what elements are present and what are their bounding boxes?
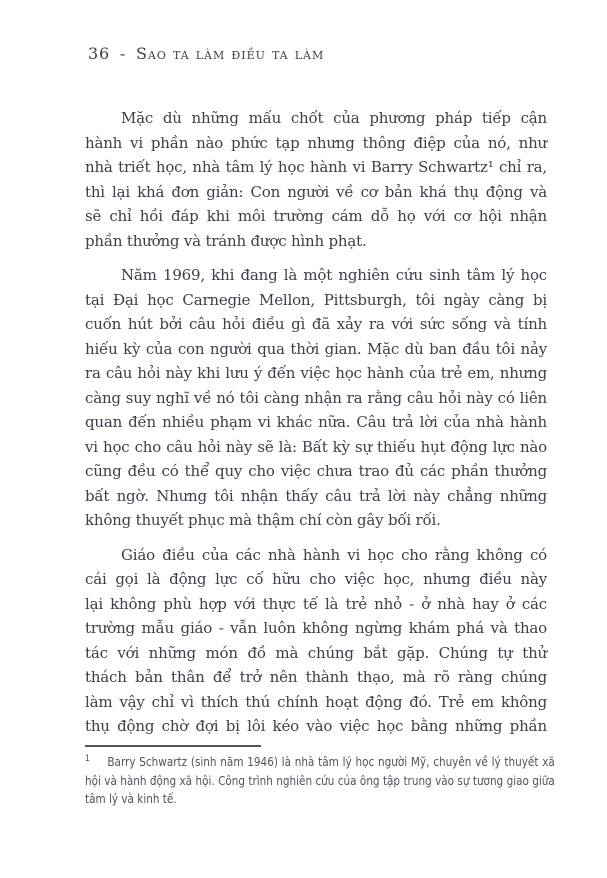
text-line: sẽ chỉ hồi đáp khi môi trường cám dỗ họ với cơ hội nhận <box>85 207 547 225</box>
footnote-marker: 1 <box>85 754 90 764</box>
text-line: cũng đều có thể quy cho việc chưa trao đủ các phần thưởng <box>85 462 547 480</box>
text-line: ra câu hỏi này khi lưu ý đến việc học hành của trẻ em, nhưng <box>85 364 547 382</box>
paragraph-2 <box>85 263 547 533</box>
text-line: cuốn hút bởi câu hỏi điều gì đã xảy ra với sức sống và tính <box>85 315 547 333</box>
header-separator: - <box>119 44 127 63</box>
running-header <box>88 44 324 63</box>
text-line: tác với những món đồ mà chúng bắt gặp. Chúng tự thử <box>85 643 547 662</box>
page-body <box>85 106 547 739</box>
text-line: vi học cho câu hỏi này sẽ là: Bất kỳ sự thiếu hụt động lực nào <box>85 437 547 456</box>
text-line: không thuyết phục mà thậm chí còn gây bối rối. <box>85 511 441 529</box>
page-number: 36 <box>88 44 110 63</box>
footnote-separator-rule <box>85 745 261 747</box>
text-line: nhà triết học, nhà tâm lý học hành vi Barry Schwartz¹ chỉ ra, <box>85 158 547 176</box>
text-line: quan đến nhiều phạm vi khác nữa. Câu trả lời của nhà hành <box>85 413 547 431</box>
text-line: cái gọi là động lực cố hữu cho việc học, nhưng điều này <box>85 570 547 588</box>
text-line: Năm 1969, khi đang là một nghiên cứu sinh tâm lý học <box>121 266 547 284</box>
text-line: tại Đại học Carnegie Mellon, Pittsburgh, tôi ngày càng bị <box>85 290 547 309</box>
footnote-area <box>85 745 565 809</box>
text-line: bất ngờ. Nhưng tôi nhận thấy câu trả lời này chẳng những <box>85 486 547 505</box>
text-line: càng suy nghĩ về nó tôi càng nhận ra rằng câu hỏi này có liên <box>85 388 547 407</box>
text-line: làm vậy chỉ vì thích thú chính hoạt động đó. Trẻ em không <box>85 692 547 711</box>
text-line: hiếu kỳ của con người qua thời gian. Mặc dù ban đầu tôi nảy <box>85 339 547 358</box>
footnote-text <box>85 753 555 809</box>
paragraph-3 <box>85 543 547 739</box>
footnote-body: Barry Schwartz (sinh năm 1946) là nhà tâm lý học người Mỹ, chuyên về lý thuyết xã hội và hành động xã hội. Công trình nghiên cứu của ông tập trung vào sự tương giao giữa tâm lý và kinh tế. <box>85 755 555 806</box>
text-line: trường mẫu giáo - vẫn luôn không ngừng khám phá và thao <box>85 619 547 637</box>
paragraph-1 <box>85 106 547 253</box>
text-line: hành vi phần nào phức tạp nhưng thông điệp của nó, như <box>85 133 547 152</box>
text-line: thụ động chờ đợi bị lôi kéo vào việc học bằng những phần <box>85 717 547 735</box>
text-line: thách bản thân để trở nên thành thạo, mà rõ ràng chúng <box>85 668 547 686</box>
text-line: Mặc dù những mấu chốt của phương pháp tiếp cận <box>121 109 547 127</box>
text-line: thì lại khá đơn giản: Con người về cơ bản khá thụ động và <box>85 182 547 201</box>
text-line: Giáo điều của các nhà hành vi học cho rằng không có <box>121 545 547 564</box>
running-title: Sao ta làm điều ta làm <box>135 44 325 63</box>
text-line: phần thưởng và tránh được hình phạt. <box>85 231 367 250</box>
text-line: lại không phù hợp với thực tế là trẻ nhỏ - ở nhà hay ở các <box>85 594 547 613</box>
